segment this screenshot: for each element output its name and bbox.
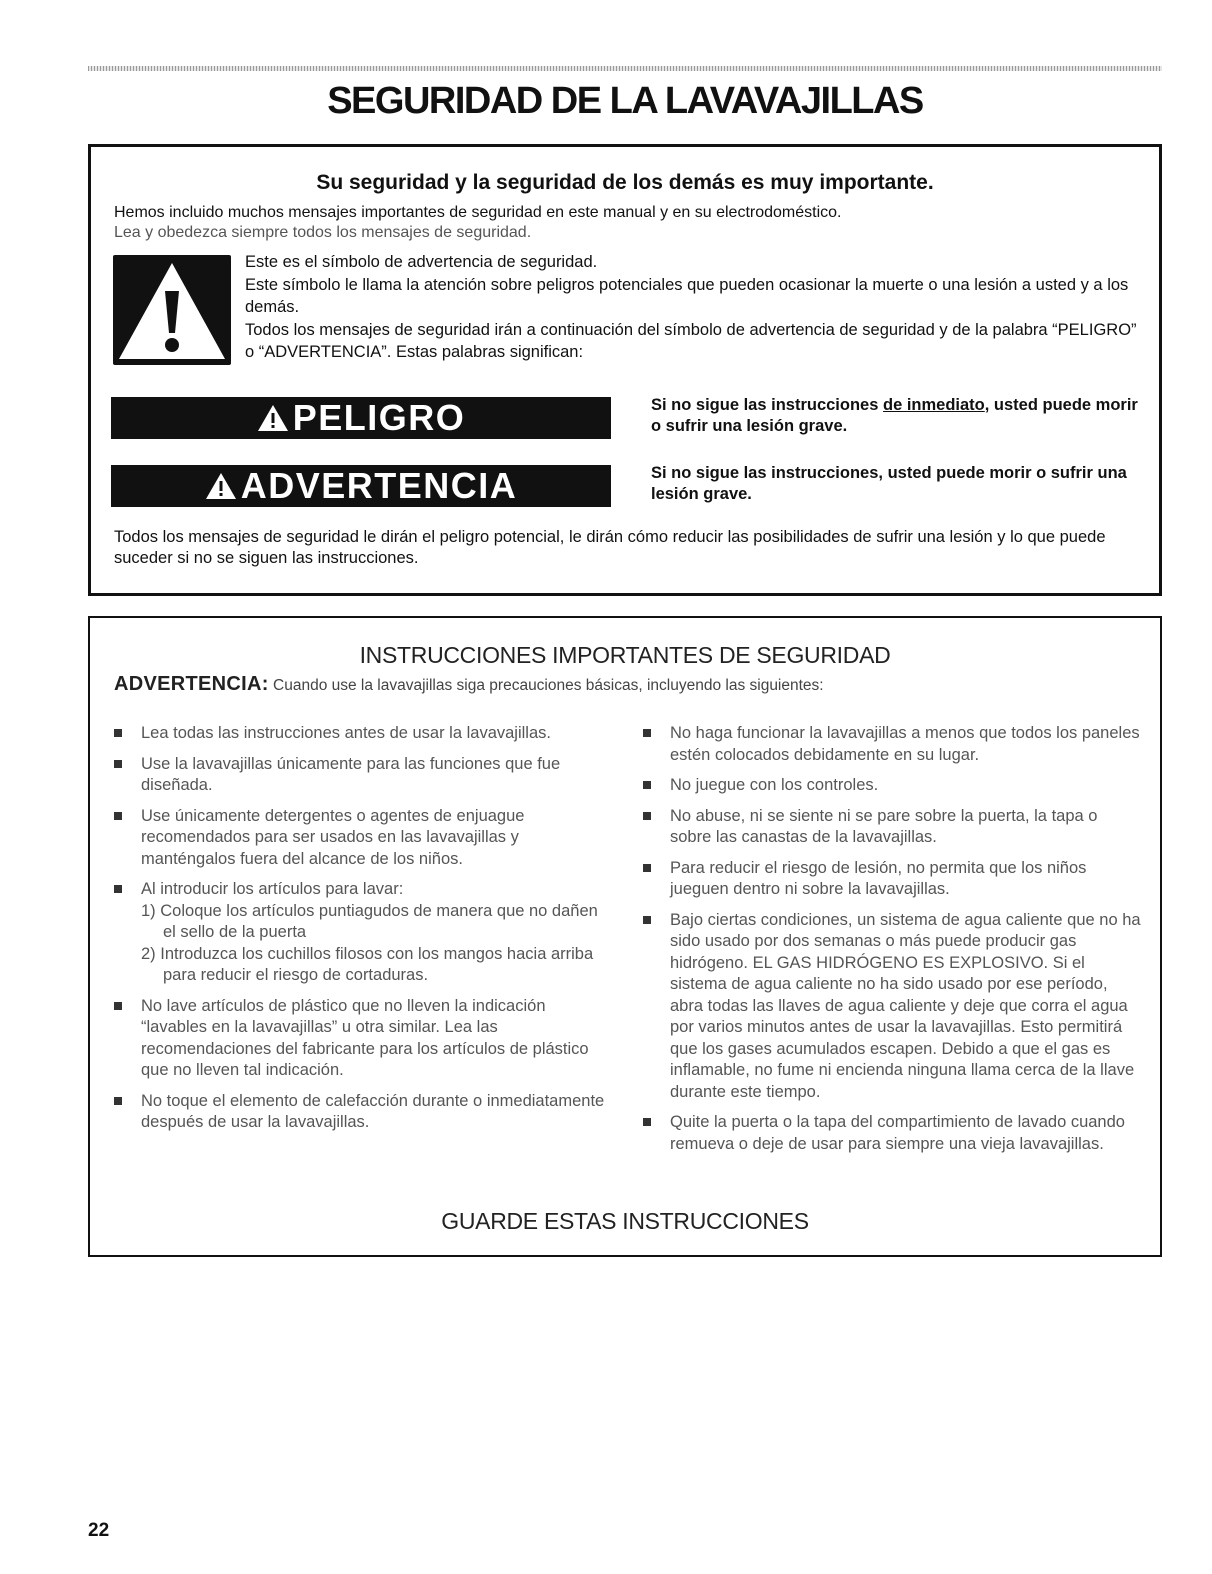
list-item: Use únicamente detergentes o agentes de enjuague recomendados para ser usados en las lavavajillas y manténgalos fuera del alcance de los niños. [114, 806, 614, 871]
bullet-icon [643, 864, 651, 872]
warning-text: Cuando use la lavavajillas siga precauciones básicas, incluyendo las siguientes: [268, 677, 824, 694]
important-instructions-box [88, 616, 1162, 1257]
warning-label: ADVERTENCIA: [114, 673, 269, 695]
bullet-icon [114, 1097, 122, 1105]
bullet-icon [114, 760, 122, 768]
bullet-icon [114, 812, 122, 820]
danger-definition: Si no sigue las instrucciones de inmediato, usted puede morir o sufrir una lesión grave. [651, 396, 1138, 435]
safety-outro: Todos los mensajes de seguridad le dirán el peligro potencial, le dirán cómo reducir las posibilidades de sufrir una lesión y lo que puede suceder si no se siguen las instrucciones. [114, 528, 1106, 567]
bullet-icon [643, 729, 651, 737]
safety-message-box [88, 144, 1162, 596]
save-instructions-heading: GUARDE ESTAS INSTRUCCIONES [441, 1208, 809, 1234]
warning-word: ADVERTENCIA [240, 465, 518, 506]
list-item: No haga funcionar la lavavajillas a menos que todos los paneles estén colocados debidamente en su lugar. [643, 723, 1143, 766]
bullet-icon [643, 812, 651, 820]
list-item: Quite la puerta o la tapa del compartimiento de lavado cuando remueva o deje de usar para siempre una vieja lavavajillas. [643, 1112, 1143, 1155]
bullet-icon [114, 885, 122, 893]
warning-triangle-icon [113, 255, 231, 365]
list-item: No abuse, ni se siente ni se pare sobre la puerta, la tapa o sobre las canastas de la lavavajillas. [643, 806, 1143, 849]
sub-item: 2) Introduzca los cuchillos filosos con los mangos hacia arriba para reducir el riesgo de cortaduras. [141, 944, 594, 984]
instructions-heading: INSTRUCCIONES IMPORTANTES DE SEGURIDAD [359, 642, 891, 668]
page-title: SEGURIDAD DE LA LAVAVAJILLAS [327, 80, 923, 122]
symbol-line: Este es el símbolo de advertencia de seguridad. [245, 253, 598, 271]
safety-intro-line-1: Hemos incluido muchos mensajes importantes de seguridad en este manual y en su electrodoméstico. [114, 204, 842, 221]
bullet-icon [643, 1118, 651, 1126]
instructions-right-column [643, 723, 1143, 1164]
symbol-line: Todos los mensajes de seguridad irán a continuación del símbolo de advertencia de seguridad y de la palabra “PELIGRO” o “ADVERTENCIA”. Estas palabras significan: [245, 320, 1137, 361]
list-item: No juegue con los controles. [643, 775, 1143, 797]
safety-box-heading: Su seguridad y la seguridad de los demás es muy importante. [316, 171, 934, 194]
danger-banner [111, 397, 611, 439]
warning-triangle-icon [205, 471, 237, 501]
instructions-left-column [114, 723, 614, 1143]
list-item: Al introducir los artículos para lavar: 1) Coloque los artículos puntiagudos de manera que no dañen el sello de la puerta 2) Introduzca los cuchillos filosos con los mangos hacia arriba para reducir el riesgo de cortaduras. [114, 879, 614, 987]
bullet-icon [643, 781, 651, 789]
list-item: No toque el elemento de calefacción durante o inmediatamente después de usar la lavavajillas. [114, 1091, 614, 1134]
danger-word: PELIGRO [292, 397, 466, 438]
bullet-icon [114, 1002, 122, 1010]
list-item: No lave artículos de plástico que no lleven la indicación “lavables en la lavavajillas” u otra similar. Lea las recomendaciones del fabricante para los artículos de plástico que no lleven tal indicación. [114, 996, 614, 1082]
list-item: Lea todas las instrucciones antes de usar la lavavajillas. [114, 723, 614, 745]
list-item: Use la lavavajillas únicamente para las funciones que fue diseñada. [114, 754, 614, 797]
sub-item: 1) Coloque los artículos puntiagudos de manera que no dañen el sello de la puerta [141, 901, 598, 941]
warning-banner [111, 465, 611, 507]
instructions-warning [114, 673, 824, 696]
symbol-explanation [245, 251, 1145, 364]
safety-intro-line-2: Lea y obedezca siempre todos los mensajes de seguridad. [114, 224, 532, 241]
page-number: 22 [88, 1520, 110, 1541]
warning-triangle-icon [257, 403, 289, 433]
bullet-icon [114, 729, 122, 737]
top-dotted-rule [88, 66, 1162, 71]
symbol-line: Este símbolo le llama la atención sobre peligros potenciales que pueden ocasionar la muerte o una lesión a usted y a los demás. [245, 275, 1129, 316]
list-item: Bajo ciertas condiciones, un sistema de agua caliente que no ha sido usado por dos semanas o más puede producir gas hidrógeno. EL GAS HIDRÓGENO ES EXPLOSIVO. Si el sistema de agua caliente no ha sido usado por ese período, abra todas las llaves de agua caliente y deje que corra el agua por varios minutos antes de usar la lavavajillas. Esto permitirá que los gases acumulados escapen. Debido a que el gas es inflamable, no fume ni encienda ninguna llama cerca de la llave durante este tiempo. [643, 910, 1143, 1104]
warning-definition: Si no sigue las instrucciones, usted puede morir o sufrir una lesión grave. [651, 464, 1127, 503]
list-item: Para reducir el riesgo de lesión, no permita que los niños jueguen dentro ni sobre la lavavajillas. [643, 858, 1143, 901]
bullet-icon [643, 916, 651, 924]
